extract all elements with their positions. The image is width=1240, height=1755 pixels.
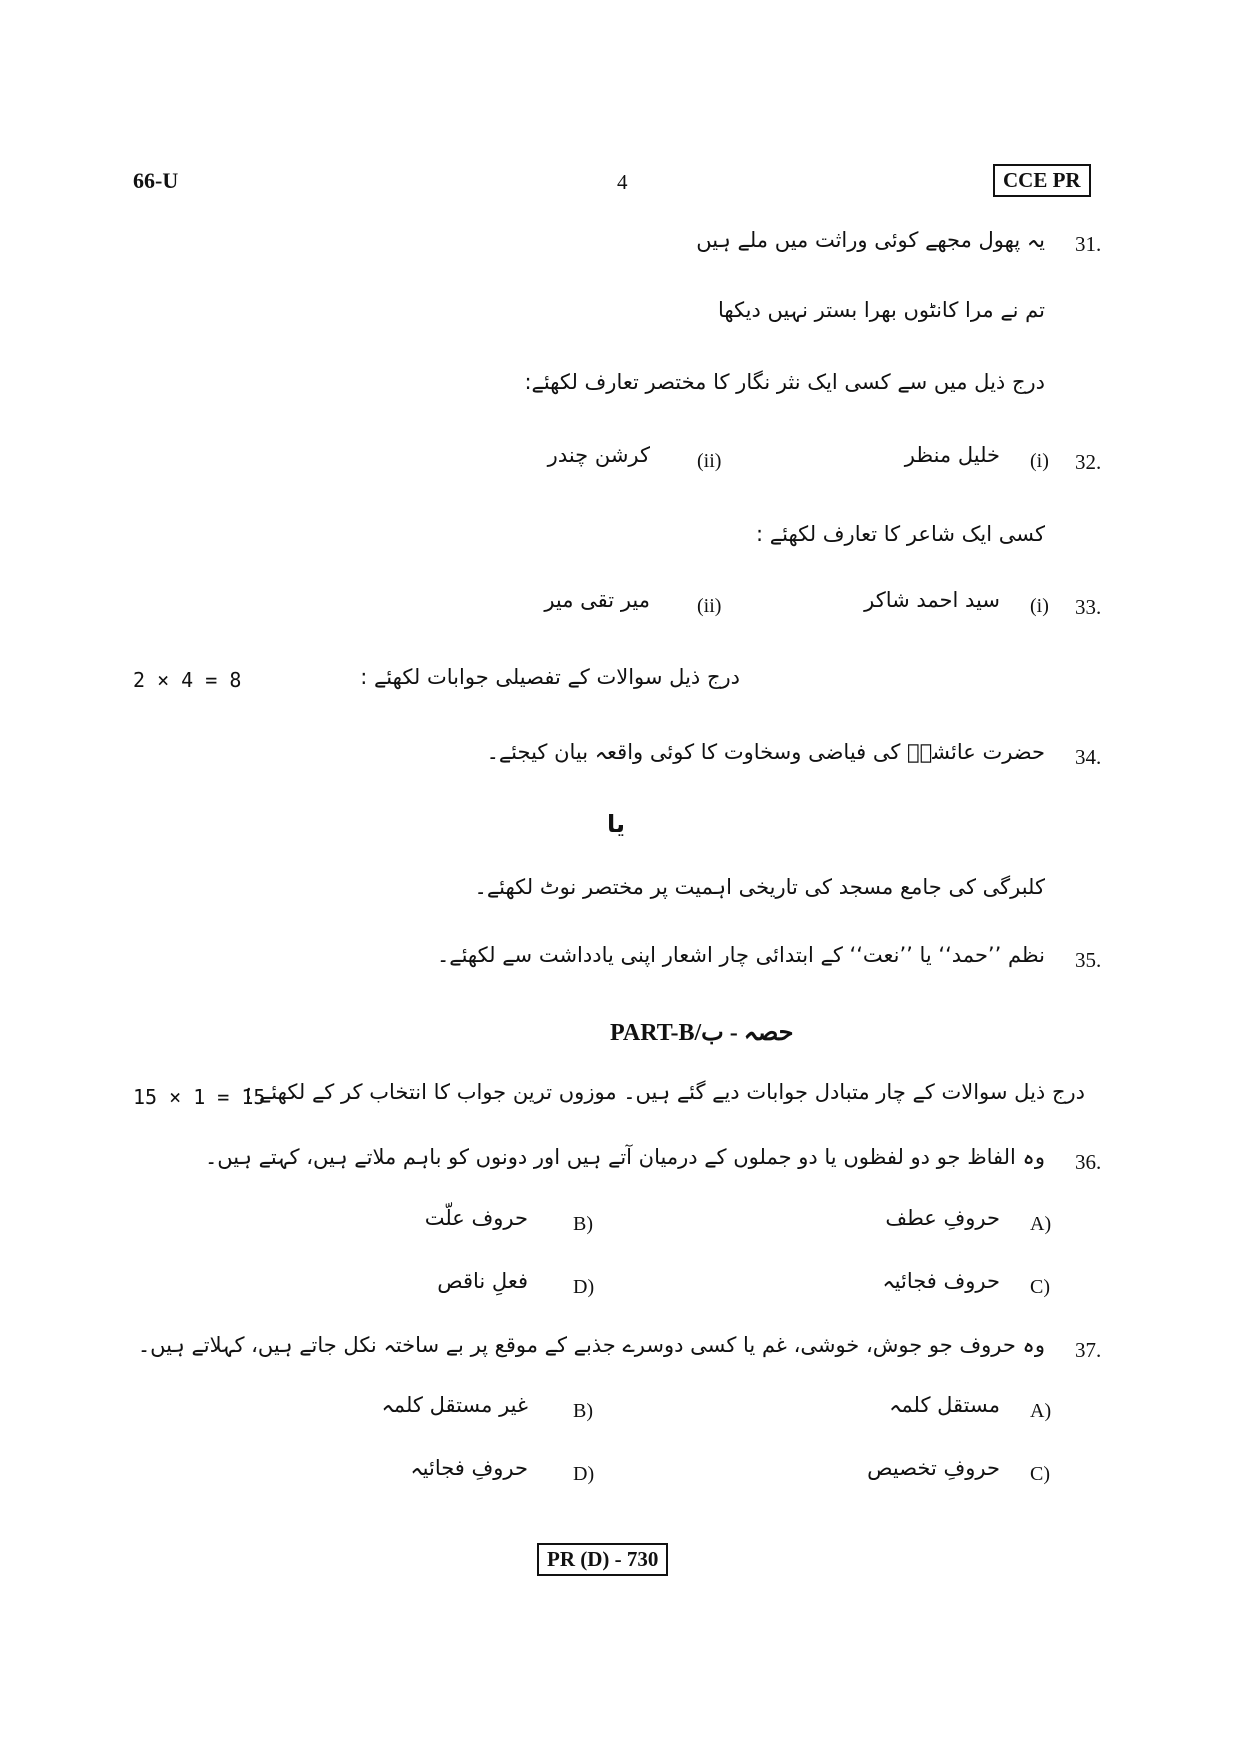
q33-option-ii-text: میر تقی میر <box>544 588 650 612</box>
q36-number: 36. <box>1075 1150 1102 1174</box>
verse-line-1: یہ پھول مجھے کوئی وراثت میں ملے ہیں <box>696 228 1045 252</box>
q36-option-d-label: D) <box>573 1276 595 1298</box>
part-b-marks: 15 × 1 = 15 <box>133 1085 266 1109</box>
q37-option-c-text: حروفِ تخصیص <box>867 1456 1000 1480</box>
q37-option-b-text: غیر مستقل کلمہ <box>381 1393 528 1417</box>
q37-option-d-text: حروفِ فجائیہ <box>410 1456 528 1480</box>
q37-option-d-label: D) <box>573 1463 595 1485</box>
q36-option-d-text: فعلِ ناقص <box>437 1269 528 1293</box>
q37-option-b-label: B) <box>573 1400 593 1422</box>
subject-code: 66-U <box>133 168 179 193</box>
q37-text: وہ حروف جو جوش، خوشی، غم یا کسی دوسرے جذبے کے موقع پر بے ساختہ نکل جاتے ہیں، کہلاتے ہیں۔ <box>137 1333 1045 1357</box>
q33-option-ii-label: (ii) <box>697 595 722 617</box>
q32-option-ii-label: (ii) <box>697 450 722 472</box>
q37-option-a-text: مستقل کلمہ <box>889 1393 1000 1417</box>
q36-option-a-text: حروفِ عطف <box>885 1206 1000 1230</box>
q34-text: حضرت عائشہؓ کی فیاضی وسخاوت کا کوئی واقعہ بیان کیجئے۔ <box>486 740 1045 764</box>
part-b-heading: PART-B/حصہ - ب <box>610 1020 794 1046</box>
q37-number: 37. <box>1075 1338 1102 1362</box>
q36-option-b-label: B) <box>573 1213 593 1235</box>
q36-option-c-text: حروف فجائیہ <box>882 1269 1000 1293</box>
q33-number: 33. <box>1075 595 1102 619</box>
q36-option-b-text: حروف علّت <box>424 1206 528 1230</box>
q31-number: 31. <box>1075 232 1102 256</box>
q37-option-a-label: A) <box>1030 1400 1052 1422</box>
q32-option-ii-text: کرشن چندر <box>547 443 650 467</box>
q36-text: وہ الفاظ جو دو لفظوں یا دو جملوں کے درمیان آتے ہیں اور دونوں کو باہم ملاتے ہیں، کہتے ہیں۔ <box>205 1145 1045 1169</box>
verse-line-2: تم نے مرا کانٹوں بھرا بستر نہیں دیکھا <box>717 298 1045 322</box>
q36-option-c-label: C) <box>1030 1276 1050 1298</box>
q33-option-i-text: سید احمد شاکر <box>864 588 1000 612</box>
part-b-instruction: درج ذیل سوالات کے چار متبادل جوابات دیے گئے ہیں۔ موزوں ترین جواب کا انتخاب کر کے لکھئے : <box>245 1080 1085 1104</box>
prose-writer-instruction: درج ذیل میں سے کسی ایک نثر نگار کا مختصر تعارف لکھئے: <box>524 370 1045 394</box>
exam-code-box: CCE PR <box>993 164 1091 197</box>
q35-number: 35. <box>1075 948 1102 972</box>
q34-number: 34. <box>1075 745 1102 769</box>
q32-option-i-text: خلیل منظر <box>904 443 1000 467</box>
page-number: 4 <box>617 170 628 194</box>
q35-text: نظم ’’حمد‘‘ یا ’’نعت‘‘ کے ابتدائی چار اشعار اپنی یادداشت سے لکھئے۔ <box>436 943 1045 967</box>
q34-alt-text: کلبرگی کی جامع مسجد کی تاریخی اہمیت پر مختصر نوٹ لکھئے۔ <box>474 875 1045 899</box>
poet-instruction: کسی ایک شاعر کا تعارف لکھئے : <box>756 522 1045 546</box>
q33-option-i-label: (i) <box>1030 595 1049 617</box>
q32-number: 32. <box>1075 450 1102 474</box>
detailed-section-marks: 2 × 4 = 8 <box>133 668 242 692</box>
q36-option-a-label: A) <box>1030 1213 1052 1235</box>
q32-option-i-label: (i) <box>1030 450 1049 472</box>
q37-option-c-label: C) <box>1030 1463 1050 1485</box>
footer-paper-code: PR (D) - 730 <box>537 1543 668 1576</box>
detailed-section-instruction: درج ذیل سوالات کے تفصیلی جوابات لکھئے : <box>360 665 740 689</box>
q34-or: یا <box>607 810 626 838</box>
